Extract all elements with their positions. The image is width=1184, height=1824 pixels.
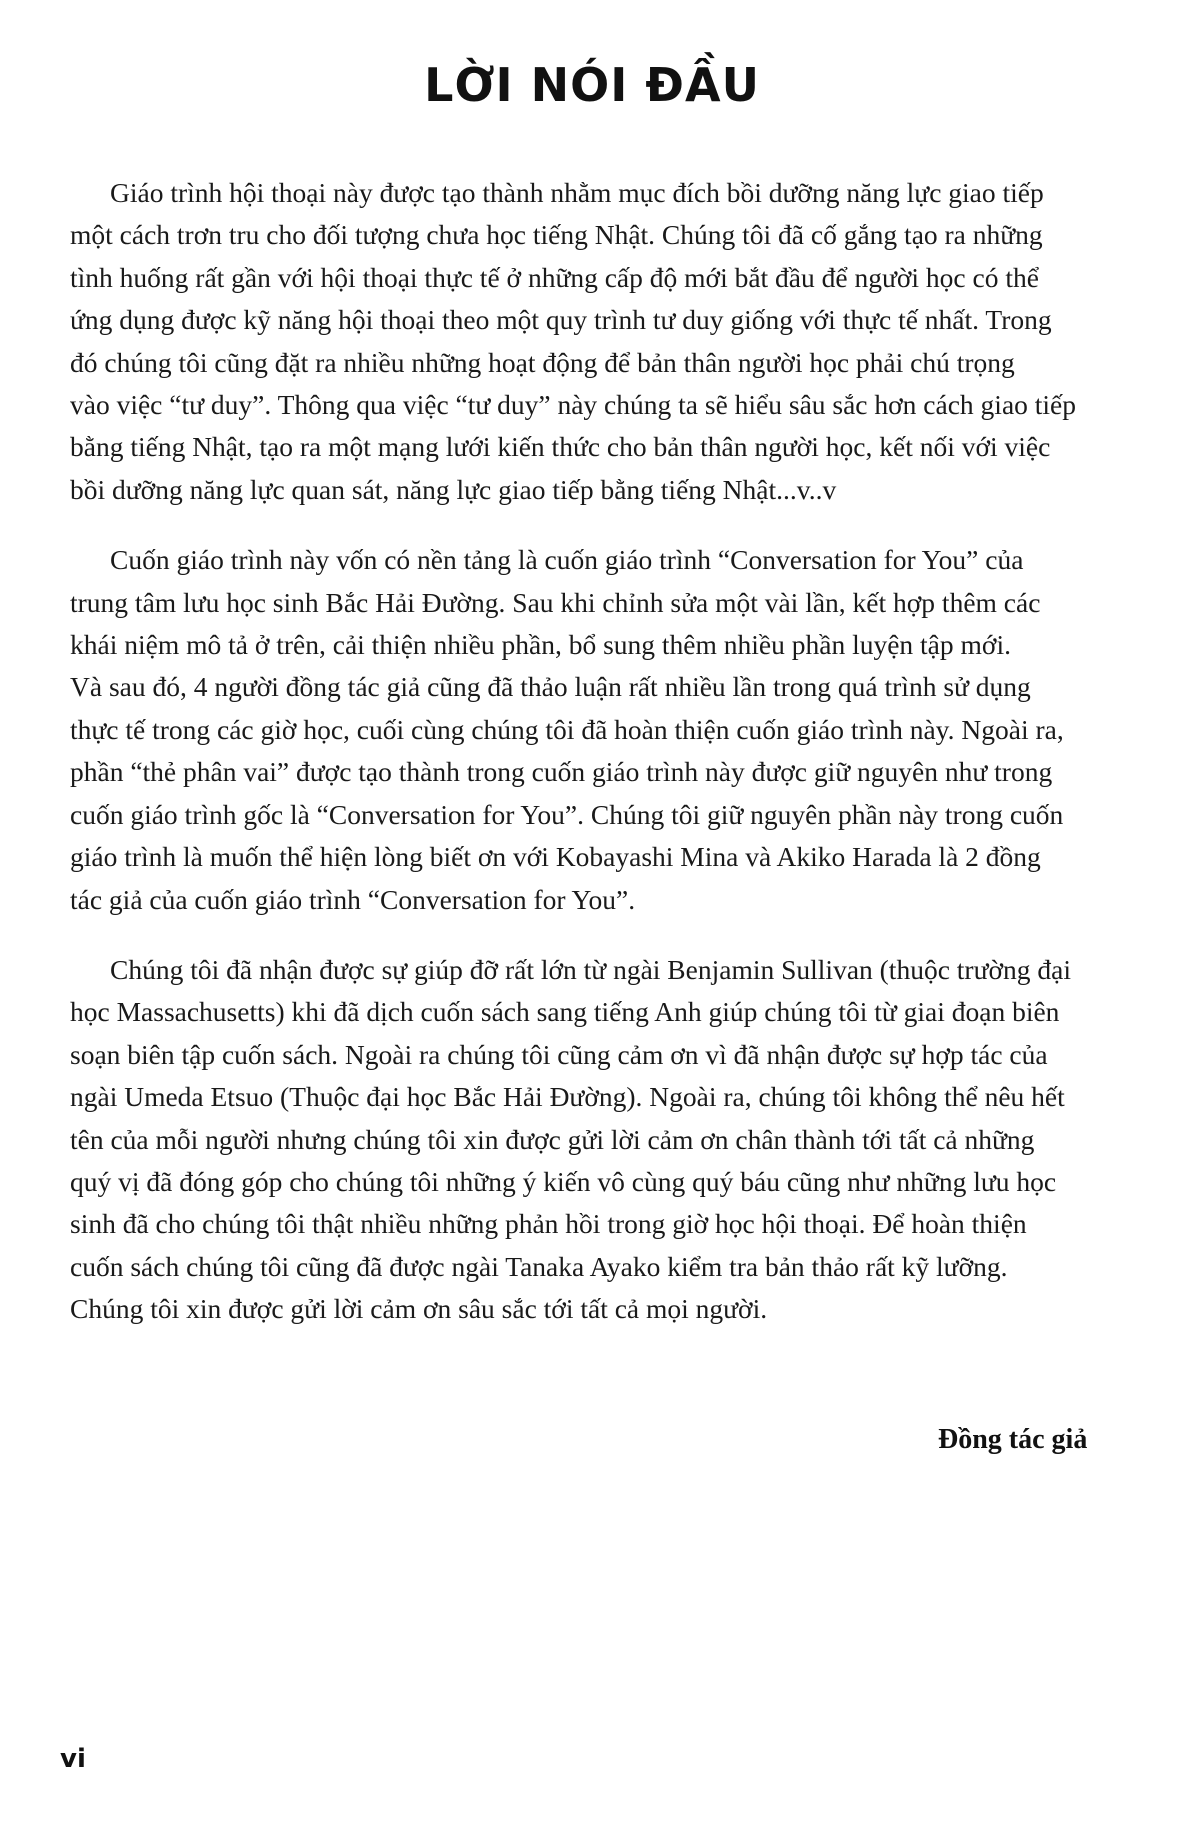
text-line: bằng tiếng Nhật, tạo ra một mạng lưới kiến thức cho bản thân người học, kết nối với việc — [70, 431, 1051, 463]
text-line: khái niệm mô tả ở trên, cải thiện nhiều phần, bổ sung thêm nhiều phần luyện tập mới. — [70, 629, 1011, 661]
text-line: tình huống rất gần với hội thoại thực tế ở những cấp độ mới bắt đầu để người học có thể — [70, 261, 1039, 293]
text-line: Cuốn giáo trình này vốn có nền tảng là cuốn giáo trình “Conversation for You” của — [110, 544, 1024, 576]
text-line: ứng dụng được kỹ năng hội thoại theo một quy trình tư duy giống với thực tế nhất. Trong — [70, 304, 1052, 336]
text-line: tác giả của cuốn giáo trình “Conversation for You”. — [70, 883, 636, 915]
preface-body — [70, 172, 1170, 1331]
author-signature: Đồng tác giả — [938, 1424, 1088, 1455]
page-number: vi — [60, 1744, 86, 1774]
text-line: quý vị đã đóng góp cho chúng tôi những ý kiến vô cùng quý báu cũng như những lưu học — [70, 1165, 1057, 1197]
text-line: cuốn sách chúng tôi cũng đã được ngài Tanaka Ayako kiểm tra bản thảo rất kỹ lưỡng. — [70, 1250, 1008, 1282]
paragraph-2 — [70, 539, 1170, 921]
text-line: Chúng tôi xin được gửi lời cảm ơn sâu sắc tới tất cả mọi người. — [70, 1293, 768, 1325]
text-line: học Massachusetts) khi đã dịch cuốn sách sang tiếng Anh giúp chúng tôi từ giai đoạn biên — [70, 996, 1060, 1028]
text-line: thực tế trong các giờ học, cuối cùng chúng tôi đã hoàn thiện cuốn giáo trình này. Ngoài ra, — [70, 713, 1064, 745]
text-line: một cách trơn tru cho đối tượng chưa học tiếng Nhật. Chúng tôi đã cố gắng tạo ra những — [70, 219, 1043, 251]
paragraph-gap — [70, 921, 1170, 949]
text-line: soạn biên tập cuốn sách. Ngoài ra chúng tôi cũng cảm ơn vì đã nhận được sự hợp tác của — [70, 1038, 1048, 1070]
text-line: Chúng tôi đã nhận được sự giúp đỡ rất lớn từ ngài Benjamin Sullivan (thuộc trường đại — [110, 953, 1071, 985]
text-line: ngài Umeda Etsuo (Thuộc đại học Bắc Hải Đường). Ngoài ra, chúng tôi không thể nêu hết — [70, 1081, 1065, 1113]
text-line: sinh đã cho chúng tôi thật nhiều những phản hồi trong giờ học hội thoại. Để hoàn thiện — [70, 1208, 1027, 1240]
text-line: bồi dưỡng năng lực quan sát, năng lực giao tiếp bằng tiếng Nhật...v..v — [70, 473, 837, 505]
text-line: Giáo trình hội thoại này được tạo thành nhằm mục đích bồi dưỡng năng lực giao tiếp — [110, 177, 1044, 208]
paragraph-gap — [70, 511, 1170, 539]
text-line: trung tâm lưu học sinh Bắc Hải Đường. Sau khi chỉnh sửa một vài lần, kết hợp thêm các — [70, 586, 1041, 618]
paragraph-1 — [70, 172, 1170, 511]
text-line: giáo trình là muốn thể hiện lòng biết ơn với Kobayashi Mina và Akiko Harada là 2 đồng — [70, 841, 1041, 873]
text-line: tên của mỗi người nhưng chúng tôi xin được gửi lời cảm ơn chân thành tới tất cả những — [70, 1123, 1035, 1155]
text-line: đó chúng tôi cũng đặt ra nhiều những hoạt động để bản thân người học phải chú trọng — [70, 346, 1015, 378]
text-line: vào việc “tư duy”. Thông qua việc “tư duy” này chúng ta sẽ hiểu sâu sắc hơn cách giao tiếp — [70, 389, 1077, 421]
text-line: Và sau đó, 4 người đồng tác giả cũng đã thảo luận rất nhiều lần trong quá trình sử dụng — [70, 671, 1031, 703]
text-line: cuốn giáo trình gốc là “Conversation for You”. Chúng tôi giữ nguyên phần này trong cuốn — [70, 798, 1064, 830]
text-line: phần “thẻ phân vai” được tạo thành trong cuốn giáo trình này được giữ nguyên như trong — [70, 756, 1053, 788]
page-title: LỜI NÓI ĐẦU — [424, 58, 760, 112]
paragraph-3 — [70, 949, 1170, 1331]
